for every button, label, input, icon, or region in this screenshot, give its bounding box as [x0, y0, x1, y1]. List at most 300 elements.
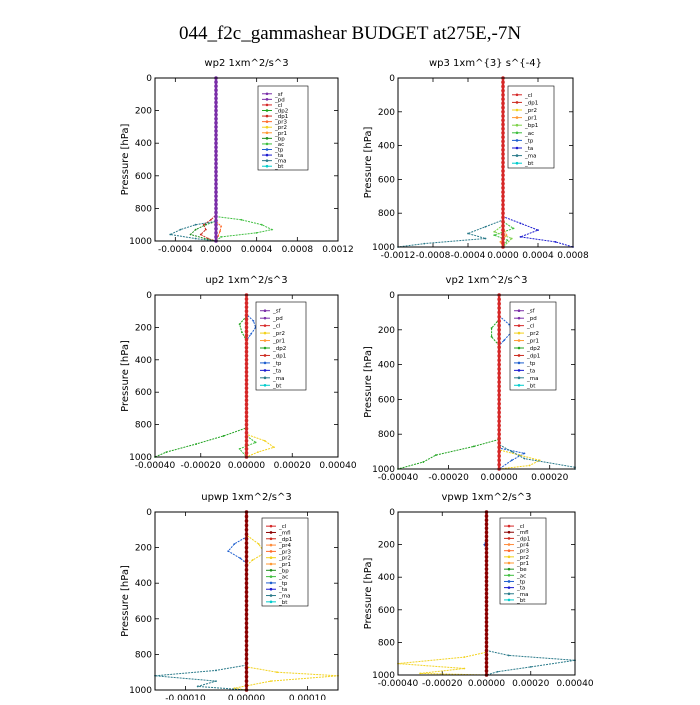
wp2-series-marker — [214, 154, 218, 158]
wp2-series-marker — [214, 235, 218, 239]
vpwp-series-marker — [485, 624, 489, 628]
vp2-xtick-label: -0.00040 — [377, 473, 419, 483]
wp3-series-point — [499, 241, 501, 243]
wp3-series-marker — [501, 85, 505, 89]
vpwp-legend-label: _pr3 — [517, 548, 530, 555]
vp2-legend-marker — [518, 309, 521, 312]
upwp-series-point — [270, 680, 272, 682]
wp3-series-marker — [501, 241, 505, 245]
wp3-ytick-label: 200 — [377, 107, 395, 118]
wp2-legend-marker — [266, 154, 269, 157]
vp2-series-marker — [497, 454, 501, 458]
wp2-series-marker — [214, 97, 218, 101]
wp3-legend-label: _pr2 — [525, 108, 538, 114]
wp3-chart — [363, 58, 589, 261]
vpwp-ytick-label: 400 — [377, 573, 395, 584]
up2-series-dp2 — [155, 295, 247, 457]
vp2-series-marker — [497, 432, 501, 436]
vpwp-legend-marker — [508, 543, 511, 546]
vp2-legend-label: _ta — [527, 368, 536, 375]
vp2-series-marker — [497, 319, 501, 323]
vp2-series-marker — [497, 441, 501, 445]
upwp-legend-label: _bp — [279, 568, 289, 575]
up2-legend-marker — [264, 362, 267, 365]
vpwp-series-marker — [485, 637, 489, 641]
wp3-series-point — [506, 239, 508, 241]
wp2-legend-label: _tp — [275, 147, 284, 154]
up2-series-point — [264, 440, 266, 442]
vpwp-series-point — [530, 666, 532, 668]
up2-legend-marker — [264, 369, 267, 372]
wp2-ytick-label: 400 — [134, 139, 152, 150]
up2-series-marker — [245, 443, 249, 447]
wp2-series-bp — [191, 78, 216, 241]
vpwp-legend-marker — [508, 549, 511, 552]
vpwp-series-marker — [485, 555, 489, 559]
up2-series-marker — [245, 322, 249, 326]
wp2-series-marker — [214, 186, 218, 190]
vpwp-series-marker — [485, 608, 489, 612]
vpwp-ytick-label: 1000 — [372, 671, 395, 681]
wp2-series-dp1 — [201, 78, 216, 241]
vp2-series-marker — [497, 415, 501, 419]
up2-ytick-label: 0 — [146, 291, 152, 301]
vp2-series-marker — [497, 406, 501, 410]
upwp-series-marker — [245, 550, 249, 554]
up2-ylabel: Pressure [hPa] — [120, 340, 131, 412]
vpwp-series-marker — [485, 584, 489, 588]
wp3-series-marker — [501, 203, 505, 207]
wp2-legend-marker — [266, 115, 269, 118]
wp3-series-point — [485, 238, 487, 240]
vp2-series-point — [422, 461, 424, 463]
upwp-legend-label: _dp1 — [279, 536, 293, 543]
upwp-ytick-label: 400 — [134, 579, 152, 590]
upwp-series-marker — [245, 653, 249, 657]
wp3-legend-label: _ta — [525, 146, 534, 152]
upwp-legend-marker — [270, 582, 273, 585]
up2-series-marker — [245, 358, 249, 362]
vp2-series-marker — [497, 337, 501, 341]
up2-legend-label: _tp — [273, 360, 282, 367]
wp2-series-point — [205, 229, 207, 231]
wp2-series-marker — [214, 109, 218, 113]
vp2-series-marker — [497, 306, 501, 310]
upwp-series-ma — [155, 512, 247, 690]
wp2-series-point — [256, 232, 258, 234]
wp2-series-point — [205, 224, 207, 226]
upwp-series-marker — [245, 639, 249, 643]
upwp-series-marker — [245, 537, 249, 541]
vpwp-series-marker — [485, 518, 489, 522]
upwp-series-marker — [245, 604, 249, 608]
wp2-series-marker — [214, 203, 218, 207]
wp3-series-marker — [501, 140, 505, 144]
upwp-legend-label: _pr2 — [279, 555, 292, 562]
vp2-series-marker — [497, 463, 501, 467]
wp3-series-marker — [501, 211, 505, 215]
upwp-ytick-label: 0 — [146, 508, 152, 518]
up2-series-marker — [245, 313, 249, 317]
vp2-legend-label: _pr2 — [527, 331, 540, 338]
wp2-series-marker — [214, 211, 218, 215]
upwp-legend-marker — [270, 594, 273, 597]
upwp-series-marker — [245, 670, 249, 674]
vpwp-xtick-label: -0.00020 — [422, 679, 463, 689]
vpwp-chart — [363, 492, 594, 689]
wp2-legend-marker — [266, 165, 269, 168]
figure-title: 044_f2c_gammashear BUDGET at275E,-7N — [178, 23, 522, 44]
up2-series-marker — [245, 390, 249, 394]
wp3-series-marker — [501, 199, 505, 203]
wp2-series-marker — [214, 219, 218, 223]
wp2-series-marker — [214, 88, 218, 92]
wp2-series-marker — [214, 105, 218, 109]
vp2-legend-marker — [518, 324, 521, 327]
wp2-legend-label: _pr3 — [275, 119, 288, 126]
wp3-ylabel: Pressure [hPa] — [363, 126, 374, 199]
vp2-series-marker — [497, 459, 501, 463]
wp3-series-marker — [501, 106, 505, 110]
upwp-ytick-label: 600 — [134, 614, 152, 625]
wp2-ytick-label: 200 — [134, 106, 152, 117]
vpwp-series-marker — [485, 547, 489, 551]
up2-series-marker — [245, 382, 249, 386]
wp2-legend-label: _dp2 — [275, 108, 289, 115]
vpwp-series-marker — [485, 592, 489, 596]
upwp-ytick-label: 200 — [134, 543, 152, 554]
wp2-series-point — [220, 225, 222, 227]
wp3-series-point — [555, 241, 557, 243]
upwp-series-point — [252, 559, 254, 561]
upwp-legend-marker — [270, 531, 273, 534]
up2-series-marker — [245, 439, 249, 443]
wp3-legend-marker — [516, 132, 519, 135]
vp2-series-marker — [497, 354, 501, 358]
wp3-series-marker — [501, 207, 505, 211]
wp2-series-marker — [214, 170, 218, 174]
vp2-legend-label: _pd — [527, 316, 537, 323]
vp2-series-marker — [497, 402, 501, 406]
vp2-series-marker — [497, 428, 501, 432]
vpwp-series-point — [463, 668, 465, 670]
upwp-series-marker — [245, 581, 249, 585]
upwp-series-marker — [245, 608, 249, 612]
wp3-xtick-label: -0.0008 — [415, 251, 451, 261]
vpwp-series-marker — [485, 579, 489, 583]
wp3-series-marker — [501, 152, 505, 156]
up2-series-marker — [245, 419, 249, 423]
up2-series-point — [223, 435, 225, 437]
wp2-xtick-label: 0.0004 — [240, 245, 273, 255]
up2-xtick-label: 0.00040 — [319, 461, 357, 471]
wp3-legend-marker — [516, 162, 519, 165]
up2-series-marker — [245, 451, 249, 455]
vpwp-legend-marker — [508, 574, 511, 577]
vpwp-series-point — [463, 656, 465, 658]
upwp-series-marker — [245, 648, 249, 652]
wp2-series-point — [219, 230, 221, 232]
up2-series-marker — [245, 447, 249, 451]
wp2-series-marker — [214, 101, 218, 105]
vpwp-xtick-label: 0.00020 — [512, 679, 550, 689]
wp3-ytick-label: 400 — [377, 141, 395, 152]
up2-series-marker — [245, 297, 249, 301]
vpwp-legend-marker — [508, 592, 511, 595]
wp3-series-point — [513, 228, 515, 230]
wp3-series-marker — [501, 178, 505, 182]
wp2-series-marker — [214, 227, 218, 231]
upwp-series-marker — [245, 684, 249, 688]
vp2-series-marker — [497, 363, 501, 367]
wp2-series-ma — [170, 78, 216, 241]
wp3-series-point — [520, 222, 522, 224]
vp2-series-marker — [497, 419, 501, 423]
vpwp-series-marker — [485, 632, 489, 636]
vp2-legend-marker — [518, 317, 521, 320]
up2-series-point — [195, 443, 197, 445]
vpwp-legend-marker — [508, 525, 511, 528]
wp3-series-point — [493, 234, 495, 236]
vp2-series-marker — [497, 367, 501, 371]
wp2-legend-label: _bp — [275, 136, 285, 143]
wp3-legend-label: _ma — [525, 153, 537, 160]
up2-series-marker — [245, 362, 249, 366]
wp2-series-marker — [214, 178, 218, 182]
vp2-series-marker — [497, 376, 501, 380]
wp3-series-marker — [501, 186, 505, 190]
upwp-legend-marker — [270, 550, 273, 553]
vpwp-series-marker — [485, 600, 489, 604]
wp2-ytick-label: 800 — [134, 204, 152, 215]
wp2-series-point — [241, 219, 243, 221]
up2-series-marker — [245, 346, 249, 350]
wp2-series-point — [220, 236, 222, 238]
vp2-series-marker — [497, 385, 501, 389]
upwp-legend-label: _ac — [279, 574, 289, 581]
upwp-series-marker — [245, 577, 249, 581]
upwp-series-marker — [245, 666, 249, 670]
vp2-series-point — [473, 445, 475, 447]
up2-xtick-label: -0.00040 — [134, 461, 176, 471]
vpwp-series-marker — [485, 567, 489, 571]
wp3-legend-marker — [516, 101, 519, 104]
upwp-series-marker — [245, 586, 249, 590]
vp2-title: vp2 1xm^2/s^3 — [445, 275, 528, 286]
upwp-series-point — [258, 543, 260, 545]
vp2-series-marker — [497, 398, 501, 402]
vpwp-legend-label: _ac — [517, 573, 527, 580]
upwp-legend-label: _cl — [279, 524, 287, 531]
vpwp-legend-marker — [508, 580, 511, 583]
up2-legend-marker — [264, 384, 267, 387]
vp2-series-marker — [497, 450, 501, 454]
vpwp-legend-marker — [508, 562, 511, 565]
wp2-ytick-label: 600 — [134, 171, 152, 182]
vpwp-ytick-label: 200 — [377, 540, 395, 551]
wp2-series-marker — [214, 141, 218, 145]
wp3-legend-label: _ac — [525, 130, 535, 137]
wp2-series-marker — [214, 121, 218, 125]
upwp-series-marker — [245, 595, 249, 599]
up2-legend-label: _pr2 — [273, 331, 286, 338]
wp3-series-marker — [501, 131, 505, 135]
up2-series-marker — [245, 427, 249, 431]
upwp-series-marker — [245, 599, 249, 603]
wp3-legend-label: _bp1 — [525, 123, 539, 130]
wp3-series-marker — [501, 118, 505, 122]
wp2-plot-frame — [155, 78, 338, 241]
upwp-series-point — [227, 550, 229, 552]
wp2-series-marker — [214, 93, 218, 97]
wp2-series-marker — [214, 182, 218, 186]
wp3-series-point — [537, 229, 539, 231]
vpwp-legend-marker — [508, 531, 511, 534]
wp3-xtick-label: -0.0004 — [450, 251, 486, 261]
wp3-series-marker — [501, 93, 505, 97]
wp3-series-marker — [501, 127, 505, 131]
wp2-legend-marker — [266, 148, 269, 151]
wp2-legend-marker — [266, 98, 269, 101]
up2-legend-marker — [264, 309, 267, 312]
wp3-ytick-label: 600 — [377, 175, 395, 186]
upwp-series-point — [215, 680, 217, 682]
vp2-ytick-label: 0 — [389, 291, 395, 301]
vpwp-series-marker — [485, 596, 489, 600]
upwp-series-marker — [245, 528, 249, 532]
vp2-series-point — [524, 452, 526, 454]
up2-series-point — [239, 448, 241, 450]
vpwp-legend-label: _ta — [517, 585, 526, 592]
up2-series-marker — [245, 301, 249, 305]
vpwp-legend-marker — [508, 599, 511, 602]
up2-series-marker — [245, 305, 249, 309]
wp3-series-point — [520, 236, 522, 238]
vpwp-series-marker — [485, 514, 489, 518]
wp3-legend-marker — [516, 154, 519, 157]
vpwp-legend-label: _be — [517, 567, 527, 574]
vp2-legend-marker — [518, 347, 521, 350]
wp2-legend-marker — [266, 92, 269, 95]
up2-legend-label: _ta — [273, 368, 282, 375]
wp3-xtick-label: -0.0012 — [380, 251, 416, 261]
upwp-series-point — [215, 670, 217, 672]
upwp-legend-label: _pr1 — [279, 562, 292, 568]
wp3-series-marker — [501, 123, 505, 127]
upwp-series-point — [276, 671, 278, 673]
wp2-series-point — [180, 229, 182, 231]
up2-xtick-label: -0.00020 — [180, 461, 221, 471]
wp2-series-marker — [214, 129, 218, 133]
wp2-legend-label: _ma — [275, 158, 287, 165]
wp2-ytick-label: 1000 — [129, 237, 152, 247]
wp2-legend-marker — [266, 143, 269, 146]
up2-ytick-label: 400 — [134, 355, 152, 366]
up2-series-point — [273, 446, 275, 448]
vpwp-series-marker — [485, 645, 489, 649]
up2-series-marker — [245, 399, 249, 403]
upwp-xtick-label: 0.00000 — [227, 694, 266, 700]
upwp-series-marker — [245, 613, 249, 617]
wp3-series-marker — [501, 114, 505, 118]
wp2-series-marker — [214, 174, 218, 178]
wp3-ytick-label: 800 — [377, 209, 395, 220]
wp2-ytick-label: 0 — [146, 74, 152, 84]
upwp-legend — [262, 518, 308, 606]
vp2-legend-marker — [518, 362, 521, 365]
vp2-series-point — [435, 454, 437, 456]
upwp-series-marker — [245, 532, 249, 536]
up2-series-point — [166, 451, 168, 453]
up2-title: up2 1xm^2/s^3 — [205, 275, 288, 286]
vpwp-series-marker — [485, 571, 489, 575]
wp2-legend-label: _sf — [275, 91, 283, 98]
vp2-series-marker — [497, 298, 501, 302]
up2-legend-label: _sf — [273, 308, 281, 315]
vpwp-xtick-label: 0.00040 — [556, 679, 594, 689]
upwp-ytick-label: 1000 — [129, 686, 152, 696]
vp2-series-point — [511, 459, 513, 461]
vpwp-series-point — [508, 655, 510, 657]
vp2-series-point — [503, 339, 505, 341]
wp3-title: wp3 1xm^{3} s^{-4} — [428, 58, 543, 69]
wp2-legend-marker — [266, 126, 269, 129]
up2-series-point — [252, 320, 254, 322]
wp2-series-point — [169, 234, 171, 236]
vp2-legend-marker — [518, 332, 521, 335]
wp3-series-point — [511, 238, 513, 240]
wp3-legend-label: _bt — [525, 161, 534, 168]
wp3-series-marker — [501, 237, 505, 241]
vpwp-series-point — [419, 672, 421, 674]
wp2-legend-label: _ta — [275, 153, 284, 160]
upwp-series-marker — [245, 657, 249, 661]
wp2-series-marker — [214, 215, 218, 219]
upwp-legend-label: _ta — [279, 587, 288, 594]
wp3-series-marker — [501, 135, 505, 139]
wp3-series-marker — [501, 190, 505, 194]
vpwp-legend-label: _tp — [517, 579, 526, 586]
wp3-series-marker — [501, 220, 505, 224]
vp2-series-marker — [497, 372, 501, 376]
wp2-series-point — [195, 238, 197, 240]
wp2-xtick-label: -0.0004 — [157, 245, 193, 255]
wp3-series-marker — [501, 182, 505, 186]
vp2-legend-label: _ma — [527, 375, 539, 382]
wp3-series-marker — [501, 169, 505, 173]
vp2-legend-marker — [518, 369, 521, 372]
upwp-legend-marker — [270, 556, 273, 559]
upwp-series-marker — [245, 675, 249, 679]
vp2-series-marker — [497, 380, 501, 384]
up2-legend-label: _dp2 — [273, 346, 287, 352]
upwp-series-tp — [228, 512, 246, 690]
wp3-series-marker — [501, 161, 505, 165]
upwp-legend-marker — [270, 601, 273, 604]
vp2-series-marker — [497, 341, 501, 345]
wp3-series-marker — [501, 80, 505, 84]
wp3-series-point — [467, 233, 469, 235]
vp2-series-marker — [497, 324, 501, 328]
wp3-legend-marker — [516, 139, 519, 142]
vpwp-legend-label: _pr4 — [517, 542, 530, 549]
up2-legend-marker — [264, 317, 267, 320]
vpwp-legend-marker — [508, 568, 511, 571]
up2-series-marker — [245, 354, 249, 358]
vpwp-series-marker — [485, 665, 489, 669]
vp2-legend-marker — [518, 354, 521, 357]
wp2-legend-marker — [266, 131, 269, 134]
